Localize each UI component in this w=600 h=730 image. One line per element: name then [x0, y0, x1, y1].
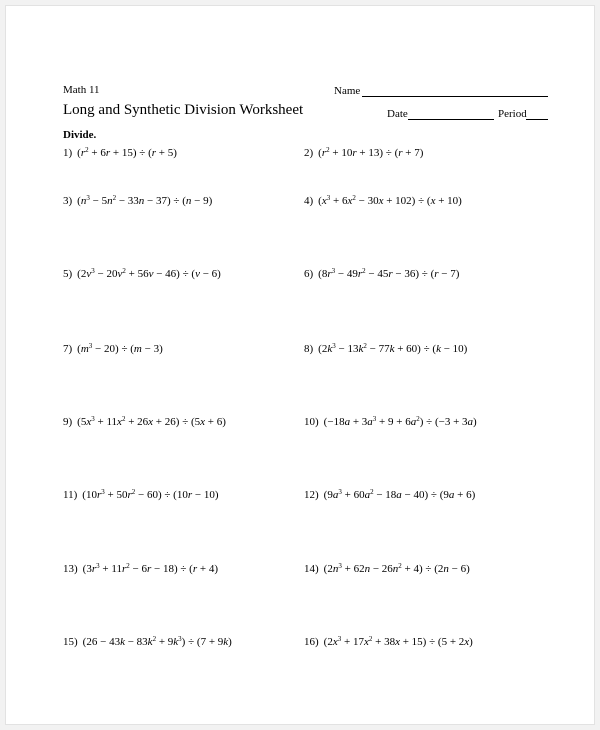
problem-number: 12) — [304, 489, 319, 501]
problem-12 — [304, 489, 475, 501]
problem-expression: $(x^3 + 6x^2 - 30x + 102) \div (x + 10)$ — [318, 194, 462, 207]
problem-number: 11) — [63, 489, 78, 501]
course-name: Math 11 — [63, 84, 100, 96]
problem-expression: $(2v^3 - 20v^2 + 56v - 46) \div (v - 6)$ — [77, 267, 221, 280]
problem-11 — [63, 489, 219, 501]
problem-expression: $(2n^3 + 62n - 26n^2 + 4) \div (2n - 6)$ — [323, 562, 470, 575]
worksheet-title: Long and Synthetic Division Worksheet — [63, 102, 304, 118]
problem-expression: $(2k^3 - 13k^2 - 77k + 60) \div (k - 10)$ — [318, 342, 468, 355]
problem-expression: $(n^3 - 5n^2 - 33n - 37) \div (n - 9)$ — [77, 194, 213, 207]
problem-expression: $(9a^3 + 60a^2 - 18a - 40) \div (9a + 6)$ — [323, 488, 476, 501]
problem-expression: $(8r^3 - 49r^2 - 45r - 36) \div (r - 7)$ — [318, 267, 460, 280]
problem-expression: $(10r^3 + 50r^2 - 60) \div (10r - 10)$ — [82, 488, 219, 501]
problem-3 — [63, 195, 212, 207]
problem-1 — [63, 147, 177, 159]
problem-expression: $(m^3 - 20) \div (m - 3)$ — [77, 342, 163, 355]
problem-15 — [63, 636, 232, 648]
problem-number: 8) — [304, 343, 314, 355]
problem-number: 9) — [63, 416, 73, 428]
problem-number: 13) — [63, 563, 78, 575]
problem-number: 16) — [304, 636, 319, 648]
problem-expression: $(3r^3 + 11r^2 - 6r - 18) \div (r + 4)$ — [82, 562, 218, 575]
date-label: Date — [387, 108, 408, 120]
problem-13 — [63, 563, 218, 575]
problem-number: 15) — [63, 636, 78, 648]
problem-number: 7) — [63, 343, 73, 355]
date-blank-line — [408, 119, 494, 120]
problem-9 — [63, 416, 226, 428]
problem-expression: $(26 - 43k - 83k^2 + 9k^3) \div (7 + 9k)$ — [82, 635, 232, 648]
problem-number: 6) — [304, 268, 314, 280]
problem-5 — [63, 268, 221, 280]
problem-expression: $(-18a + 3a^3 + 9 + 6a^2) \div (-3 + 3a)$ — [323, 415, 477, 428]
period-blank-line — [526, 119, 548, 120]
problem-14 — [304, 563, 470, 575]
problem-number: 1) — [63, 147, 73, 159]
problem-number: 2) — [304, 147, 314, 159]
problem-expression: $(5x^3 + 11x^2 + 26x + 26) \div (5x + 6)$ — [77, 415, 226, 428]
problem-2 — [304, 147, 423, 159]
problem-expression: $(2x^3 + 17x^2 + 38x + 15) \div (5 + 2x)$ — [323, 635, 473, 648]
problem-10 — [304, 416, 477, 428]
problem-number: 4) — [304, 195, 314, 207]
instructions: Divide. — [63, 129, 97, 141]
name-label: Name — [334, 85, 361, 97]
problem-number: 14) — [304, 563, 319, 575]
problem-8 — [304, 343, 467, 355]
problem-number: 5) — [63, 268, 73, 280]
problem-4 — [304, 195, 462, 207]
problem-expression: $(r^2 + 6r + 15) \div (r + 5)$ — [77, 146, 177, 159]
problem-6 — [304, 268, 459, 280]
name-blank-line — [362, 96, 548, 97]
period-label: Period — [498, 108, 527, 120]
problem-16 — [304, 636, 473, 648]
problem-number: 10) — [304, 416, 319, 428]
problem-7 — [63, 343, 163, 355]
problem-expression: $(r^2 + 10r + 13) \div (r + 7)$ — [318, 146, 424, 159]
worksheet-page — [5, 5, 595, 725]
problem-number: 3) — [63, 195, 73, 207]
